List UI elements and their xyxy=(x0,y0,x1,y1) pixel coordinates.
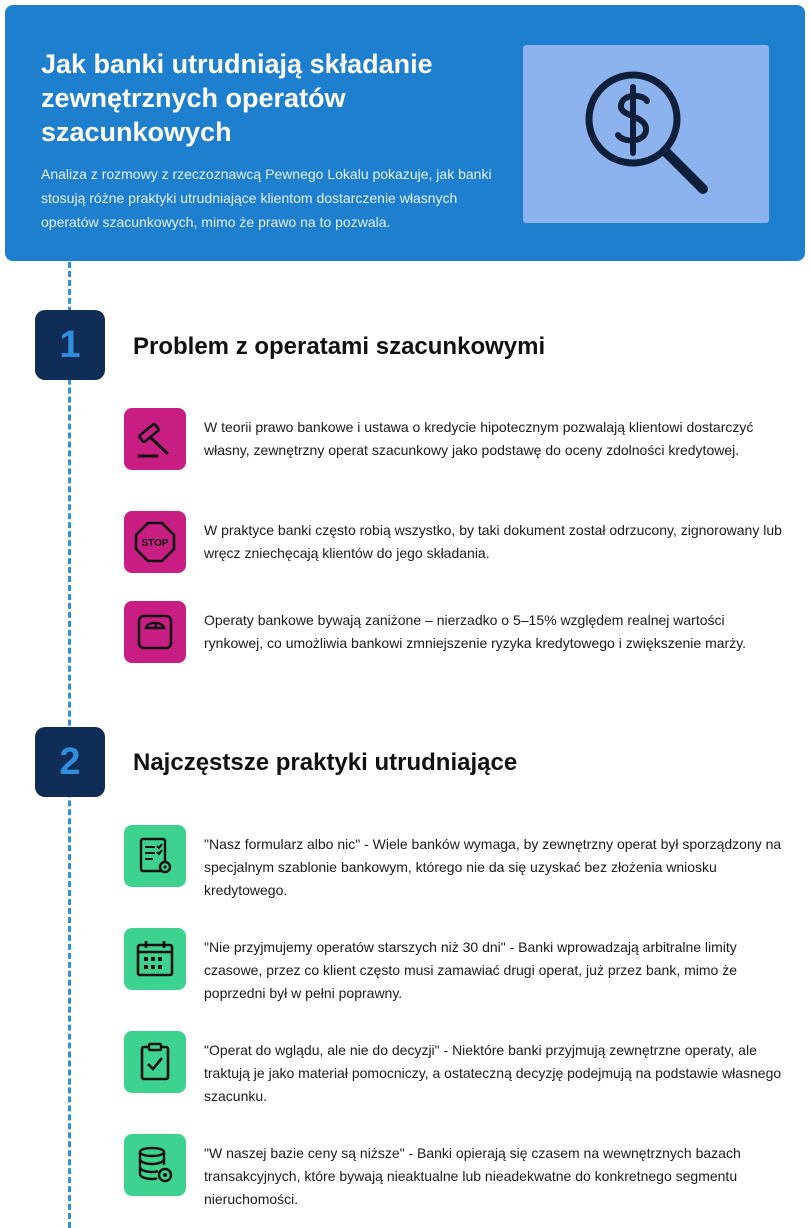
section-title: Najczęstsze praktyki utrudniające xyxy=(133,749,518,776)
item-text: Operaty bankowe bywają zaniżone – nierzadko o 5–15% względem realnej wartości rynkowej, co umożliwia bankowi zmniejszenie ryzyka kredytowego i zwiększenie marży. xyxy=(204,612,747,651)
item-text: "W naszej bazie ceny są niższe" - Banki opierają się czasem na wewnętrznych bazach transakcyjnych, które bywają nieaktualne lub nieadekwatne do konkretnego segmentu nieruchomości. xyxy=(204,1145,741,1207)
section-number-badge: 2 xyxy=(35,727,105,797)
stop-sign-label: STOP xyxy=(141,538,169,549)
header-illustration xyxy=(523,45,769,223)
item-text: "Operat do wglądu, ale nie do decyzji" - Niektóre banki przyjmują zewnętrzne operaty, ale traktują je jako materiał pomocniczy, a ostateczną decyzję podejmują na podstawie własnego szacunku. xyxy=(204,1042,782,1104)
section-number-badge: 1 xyxy=(35,310,105,380)
page-title: Jak banki utrudniają składanie zewnętrznych operatów szacunkowych xyxy=(41,49,433,147)
item-text: W praktyce banki często robią wszystko, by taki dokument został odrzucony, zignorowany lub wręcz zniechęcają klientów do jego składania. xyxy=(204,522,782,561)
item-text: W teorii prawo bankowe i ustawa o kredycie hipotecznym pozwalają klientowi dostarczyć własny, zewnętrzny operat szacunkowy jako podstawę do oceny zdolności kredytowej. xyxy=(204,419,754,458)
clipboard-check-icon xyxy=(124,1031,186,1093)
calendar-icon xyxy=(124,928,186,990)
section-title: Problem z operatami szacunkowymi xyxy=(133,333,546,360)
stop-sign-icon xyxy=(124,511,186,573)
scale-icon xyxy=(124,601,186,663)
item-text: "Nie przyjmujemy operatów starszych niż 30 dni" - Banki wprowadzają arbitralne limity czasowe, przez co klient często musi zamawiać drugi operat, już przez bank, mimo że poprzedni był w pełni poprawny. xyxy=(204,939,737,1001)
page-description: Analiza z rozmowy z rzeczoznawcą Pewnego Lokalu pokazuje, jak banki stosują różne praktyki utrudniające klientom dostarczenie własnych operatów szacunkowych, mimo że prawo na to pozwala. xyxy=(41,166,492,230)
gavel-icon xyxy=(124,408,186,470)
dollar-magnifier-icon xyxy=(581,67,711,197)
header-banner xyxy=(5,5,805,261)
item-text: "Nasz formularz albo nic" - Wiele banków wymaga, by zewnętrzny operat był sporządzony na specjalnym szablonie bankowym, którego nie da się uzyskać bez złożenia wniosku kredytowego. xyxy=(204,836,782,898)
checklist-gear-icon xyxy=(124,825,186,887)
database-gear-icon xyxy=(124,1134,186,1196)
